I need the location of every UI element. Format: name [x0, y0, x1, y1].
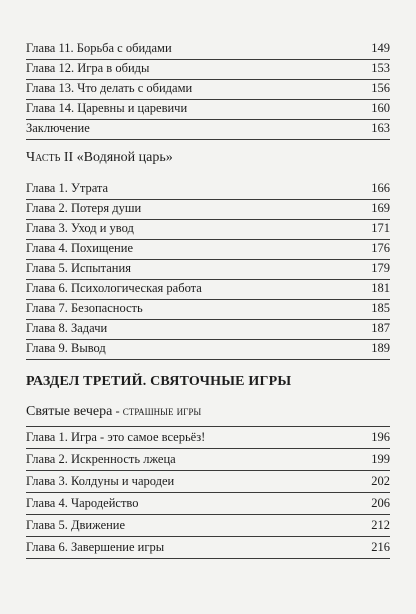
- subsection-heading: [26, 404, 390, 427]
- toc-row-page: 179: [371, 261, 390, 275]
- toc-row: [26, 450, 390, 471]
- toc-row-page: 153: [371, 61, 390, 75]
- toc-row-title: Глава 6. Завершение игры: [26, 540, 165, 554]
- toc-row-title: Глава 1. Утрата: [26, 181, 109, 195]
- part-heading: [26, 150, 173, 166]
- toc-row-page: 206: [371, 496, 390, 510]
- toc-row-page: 160: [371, 101, 390, 115]
- toc-row: [26, 239, 390, 260]
- toc-row: [26, 494, 390, 515]
- toc-row-page: 149: [371, 41, 390, 55]
- toc-row: [26, 59, 390, 80]
- toc-row: [26, 319, 390, 340]
- toc-row-title: Глава 5. Испытания: [26, 261, 131, 275]
- toc-row-title: Глава 4. Чародейство: [26, 496, 139, 510]
- toc-row-page: 163: [371, 121, 390, 135]
- toc-row-title: Глава 7. Безопасность: [26, 301, 143, 315]
- toc-row: [26, 79, 390, 100]
- toc-row-page: 216: [371, 540, 390, 554]
- toc-row-page: 185: [371, 301, 390, 315]
- toc-row-title: Глава 11. Борьба с обидами: [26, 41, 172, 55]
- toc-row-title: Глава 6. Психологическая работа: [26, 281, 202, 295]
- toc-row-title: Глава 5. Движение: [26, 518, 126, 532]
- toc-row-page: 169: [371, 201, 390, 215]
- toc-row: [26, 259, 390, 280]
- toc-row: [26, 538, 390, 559]
- subsection-main: Святые вечера: [26, 404, 113, 419]
- toc-row: [26, 199, 390, 220]
- subsection-sub: - страшные игры: [112, 404, 202, 418]
- toc-row: [26, 99, 390, 120]
- toc-row-page: 189: [371, 341, 390, 355]
- toc-row: [26, 339, 390, 360]
- toc-row-title: Заключение: [26, 121, 90, 135]
- toc-row-title: Глава 12. Игра в обиды: [26, 61, 150, 75]
- section-heading: РАЗДЕЛ ТРЕТИЙ. СВЯТОЧНЫЕ ИГРЫ: [26, 374, 292, 389]
- toc-row-title: Глава 2. Потеря души: [26, 201, 142, 215]
- toc-row-title: Глава 9. Вывод: [26, 341, 106, 355]
- part-label: Часть II: [26, 150, 74, 165]
- toc-row: [26, 279, 390, 300]
- part-title: «Водяной царь»: [76, 150, 173, 165]
- toc-row-title: Глава 3. Колдуны и чародеи: [26, 474, 175, 488]
- toc-row-page: 202: [371, 474, 390, 488]
- toc-row: [26, 179, 390, 200]
- toc-row: [26, 472, 390, 493]
- toc-row-page: 171: [371, 221, 390, 235]
- toc-row-page: 181: [371, 281, 390, 295]
- toc-row: [26, 516, 390, 537]
- toc-row-title: Глава 4. Похищение: [26, 241, 133, 255]
- toc-row-title: Глава 2. Искренность лжеца: [26, 452, 176, 466]
- toc-row: [26, 428, 390, 449]
- toc-row-page: 176: [371, 241, 390, 255]
- toc-row-page: 199: [371, 452, 390, 466]
- toc-row-page: 212: [371, 518, 390, 532]
- toc-row-page: 196: [371, 430, 390, 444]
- toc-row-page: 187: [371, 321, 390, 335]
- toc-row-title: Глава 14. Царевны и царевичи: [26, 101, 188, 115]
- toc-row-page: 156: [371, 81, 390, 95]
- toc-row: [26, 119, 390, 140]
- toc-row: [26, 219, 390, 240]
- toc-row-title: Глава 3. Уход и увод: [26, 221, 134, 235]
- toc-row: [26, 39, 390, 60]
- toc-row-page: 166: [371, 181, 390, 195]
- toc-row: [26, 299, 390, 320]
- toc-row-title: Глава 8. Задачи: [26, 321, 108, 335]
- toc-row-title: Глава 13. Что делать с обидами: [26, 81, 193, 95]
- toc-row-title: Глава 1. Игра - это самое всерьёз!: [26, 430, 206, 444]
